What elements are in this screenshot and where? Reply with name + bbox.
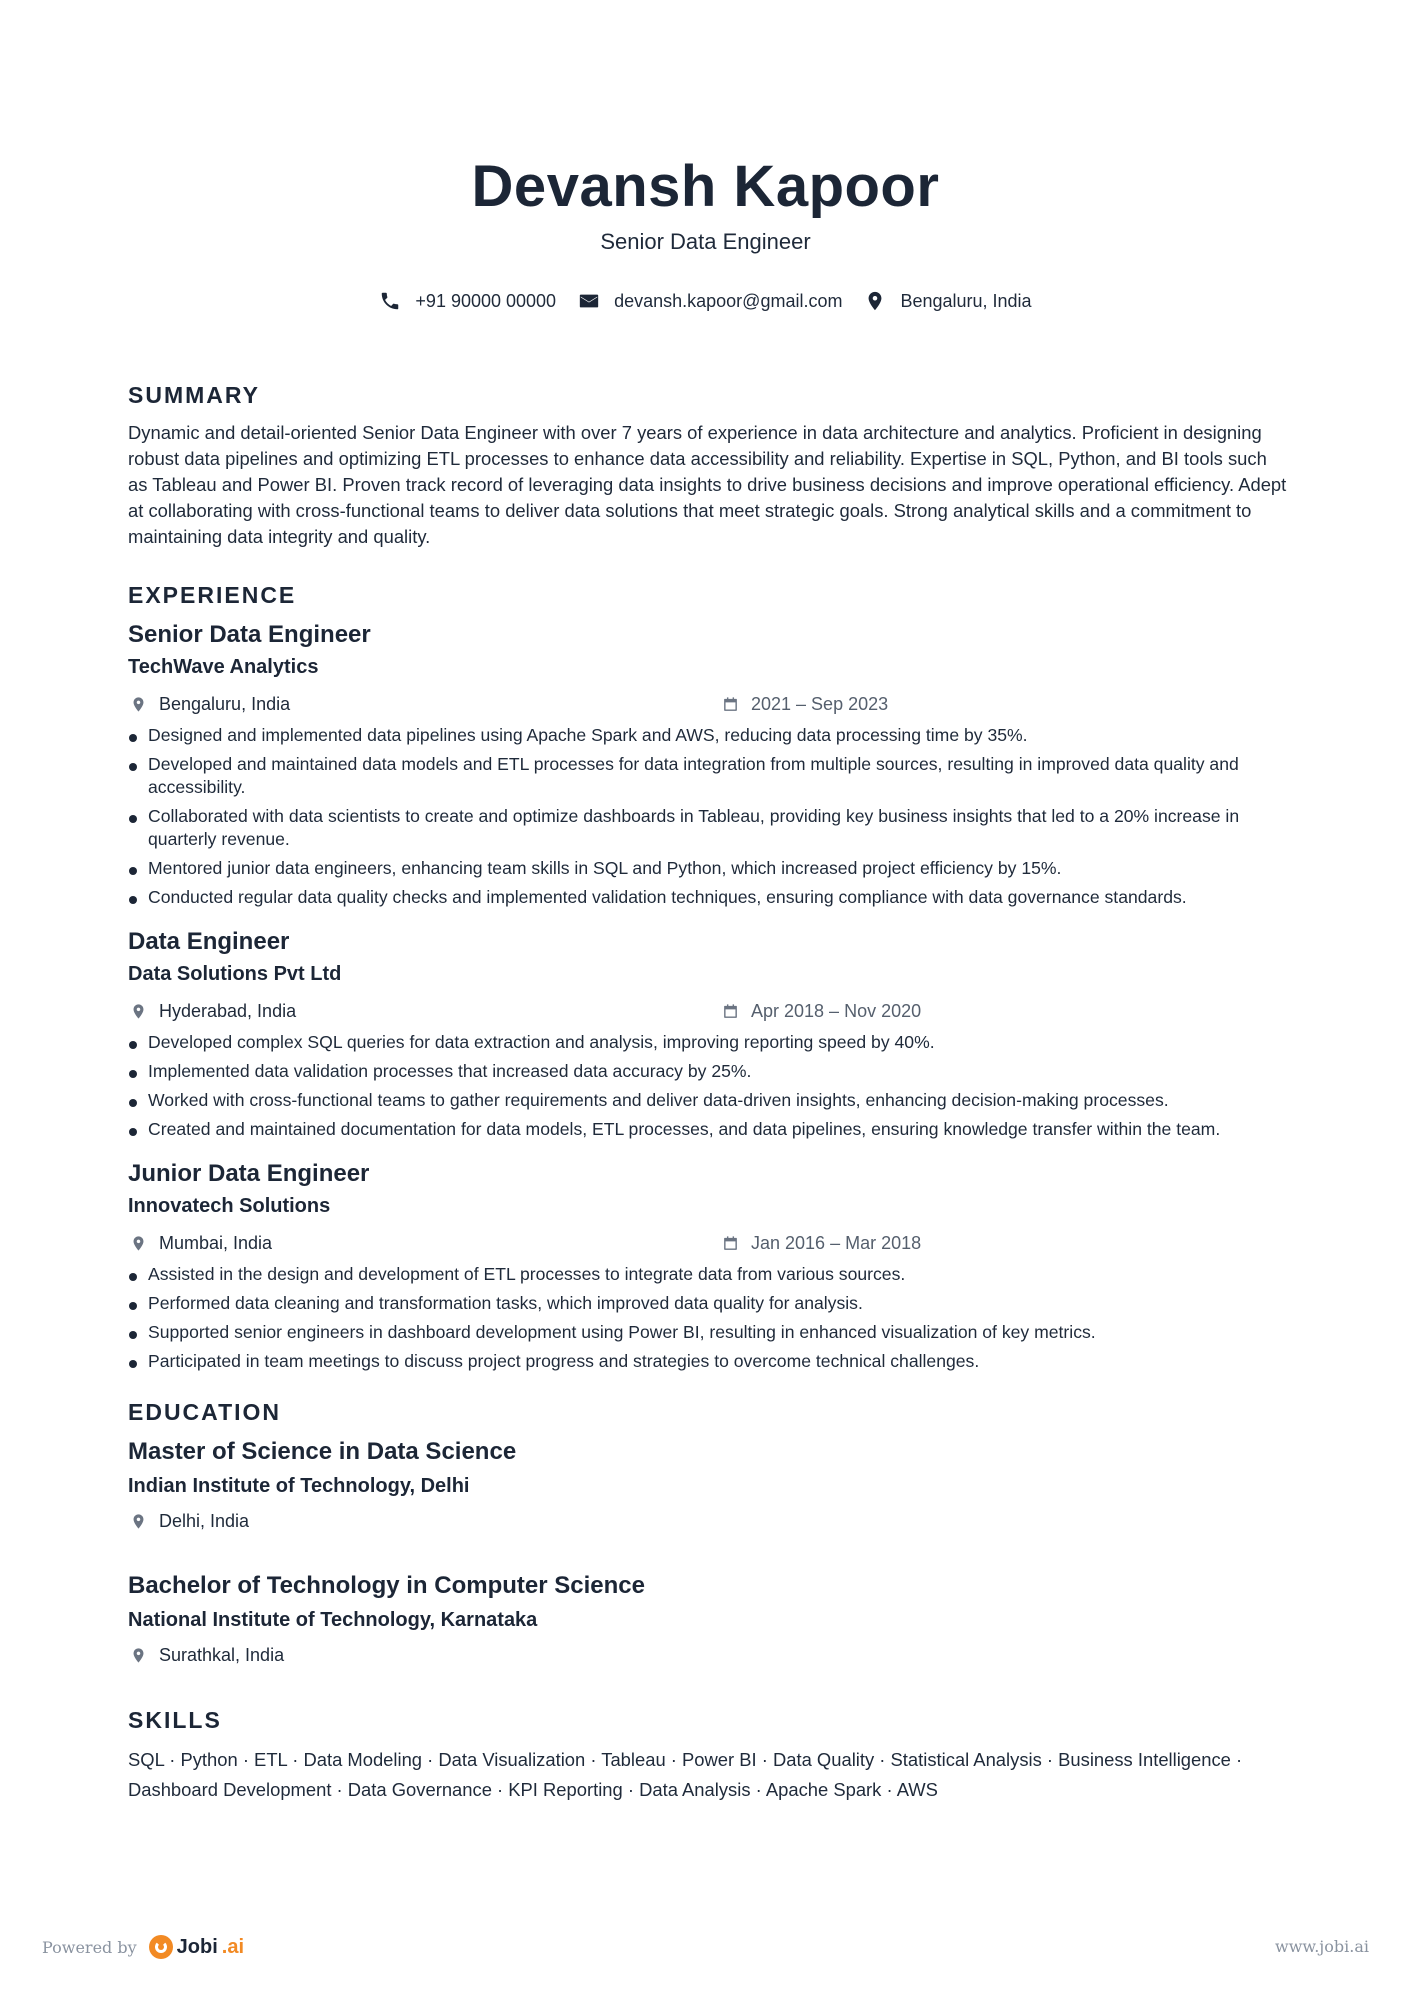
list-item [128, 886, 1288, 909]
bullet-dot [129, 1070, 137, 1078]
email-text[interactable]: devansh.kapoor@gmail.com [614, 290, 843, 311]
summary-heading: SUMMARY [128, 382, 260, 408]
education-entry [128, 1571, 1288, 1671]
bullet-text: Designed and implemented data pipelines using Apache Spark and AWS, reducing data processing time by 35%. [148, 725, 1028, 745]
list-item [128, 1263, 1288, 1286]
education-location-text: Surathkal, India [159, 1645, 285, 1665]
jobi-logo-icon [149, 1935, 173, 1959]
bullet-text: Developed and maintained data models and ETL processes for data integration from multiple sources, resulting in improved data quality and accessibility. [148, 754, 1239, 797]
contact-location [864, 290, 1031, 312]
job-bullets [128, 1031, 1288, 1141]
job-meta [128, 997, 1288, 1027]
job-title: Data Engineer [128, 928, 290, 955]
logo-main-text: Jobi [176, 1935, 218, 1958]
summary-section [128, 380, 1288, 550]
list-item [128, 857, 1288, 880]
list-item [128, 753, 1288, 799]
skills-text: SQL · Python · ETL · Data Modeling · Data Visualization · Tableau · Power BI · Data Quality · Statistical Analysis · Business Intelligence · Dashboard Development · Data Governance · KPI Reporting · Data Analysis · Apache Spark · AWS [128, 1749, 1243, 1800]
location-pin-icon [130, 1235, 147, 1252]
education-degree: Bachelor of Technology in Computer Science [128, 1572, 645, 1599]
bullet-text: Conducted regular data quality checks and implemented validation techniques, ensuring compliance with data governance standards. [148, 887, 1187, 907]
calendar-icon [722, 1235, 739, 1252]
location-pin-icon [864, 290, 886, 312]
experience-heading: EXPERIENCE [128, 582, 297, 608]
job-entry [128, 620, 1288, 909]
contact-email[interactable] [578, 290, 842, 312]
education-meta [128, 1507, 1288, 1537]
bullet-dot [129, 1360, 137, 1368]
job-location-text: Bengaluru, India [159, 694, 291, 714]
bullet-text: Mentored junior data engineers, enhancing team skills in SQL and Python, which increased project efficiency by 15%. [148, 858, 1062, 878]
calendar-icon [722, 1003, 739, 1020]
education-entry [128, 1437, 1288, 1537]
phone-text: +91 90000 00000 [415, 290, 557, 311]
job-location [130, 694, 290, 715]
list-item [128, 1089, 1288, 1112]
bullet-dot [129, 867, 137, 875]
job-location-text: Mumbai, India [159, 1233, 273, 1253]
bullet-text: Performed data cleaning and transformation tasks, which improved data quality for analysis. [148, 1293, 863, 1313]
contact-row [0, 290, 1411, 312]
skills-heading: SKILLS [128, 1707, 222, 1733]
job-dates [722, 694, 888, 715]
job-location-text: Hyderabad, India [159, 1001, 297, 1021]
footer-website[interactable]: www.jobi.ai [1275, 1937, 1369, 1956]
location-pin-icon [130, 1003, 147, 1020]
education-location-text: Delhi, India [159, 1511, 250, 1531]
job-dates-text: 2021 – Sep 2023 [751, 694, 889, 714]
education-degree: Master of Science in Data Science [128, 1438, 517, 1465]
email-icon [578, 290, 600, 312]
bullet-dot [129, 734, 137, 742]
bullet-text: Supported senior engineers in dashboard development using Power BI, resulting in enhanced visualization of key metrics. [148, 1322, 1096, 1342]
job-dates-text: Apr 2018 – Nov 2020 [751, 1001, 922, 1021]
phone-icon [379, 290, 401, 312]
list-item [128, 805, 1288, 851]
education-location [130, 1511, 249, 1532]
job-company: Data Solutions Pvt Ltd [128, 963, 342, 985]
bullet-dot [129, 1041, 137, 1049]
location-text: Bengaluru, India [900, 290, 1032, 311]
education-school: National Institute of Technology, Karnataka [128, 1609, 538, 1631]
location-pin-icon [130, 696, 147, 713]
bullet-text: Collaborated with data scientists to create and optimize dashboards in Tableau, providing key business insights that led to a 20% increase in quarterly revenue. [148, 806, 1240, 849]
list-item [128, 1321, 1288, 1344]
candidate-title: Senior Data Engineer [600, 229, 811, 254]
bullet-text: Assisted in the design and development of ETL processes to integrate data from various sources. [148, 1264, 906, 1284]
location-pin-icon [130, 1513, 147, 1530]
education-meta [128, 1641, 1288, 1671]
experience-section [128, 580, 1288, 1373]
bullet-text: Created and maintained documentation for data models, ETL processes, and data pipelines, ensuring knowledge transfer within the team. [148, 1119, 1221, 1139]
location-pin-icon [130, 1647, 147, 1664]
job-entry [128, 927, 1288, 1141]
resume-header [0, 152, 1411, 312]
bullet-dot [129, 896, 137, 904]
education-heading: EDUCATION [128, 1399, 282, 1425]
list-item [128, 1350, 1288, 1373]
bullet-dot [129, 1331, 137, 1339]
job-dates [722, 1001, 921, 1022]
summary-text: Dynamic and detail-oriented Senior Data Engineer with over 7 years of experience in data architecture and analytics. Proficient in designing robust data pipelines and optimizing ETL processes to enhance data accessibility and reliability. Expertise in SQL, Python, and BI tools such as Tableau and Power BI. Proven track record of leveraging data insights to drive business decisions and improve operational efficiency. Adept at collaborating with cross-functional teams to deliver data solutions that meet strategic goals. Strong analytical skills and a commitment to maintaining data integrity and quality. [128, 422, 1287, 547]
bullet-dot [129, 815, 137, 823]
bullet-text: Developed complex SQL queries for data extraction and analysis, improving reporting speed by 40%. [148, 1032, 935, 1052]
job-company: Innovatech Solutions [128, 1195, 331, 1217]
list-item [128, 1118, 1288, 1141]
bullet-dot [129, 1128, 137, 1136]
contact-phone [379, 290, 556, 312]
bullet-text: Implemented data validation processes that increased data accuracy by 25%. [148, 1061, 752, 1081]
logo-suffix-text: .ai [221, 1935, 245, 1958]
list-item [128, 1292, 1288, 1315]
jobi-logo[interactable] [149, 1935, 244, 1959]
job-meta [128, 1229, 1288, 1259]
footer-powered-by [42, 1935, 244, 1959]
resume-content [128, 380, 1288, 1835]
list-item [128, 724, 1288, 747]
job-dates [722, 1233, 921, 1254]
job-company: TechWave Analytics [128, 656, 319, 678]
job-location [130, 1001, 296, 1022]
bullet-dot [129, 1302, 137, 1310]
job-location [130, 1233, 272, 1254]
skills-section [128, 1705, 1288, 1805]
job-dates-text: Jan 2016 – Mar 2018 [751, 1233, 922, 1253]
education-school: Indian Institute of Technology, Delhi [128, 1475, 470, 1497]
job-entry [128, 1159, 1288, 1373]
candidate-name: Devansh Kapoor [471, 154, 940, 219]
bullet-dot [129, 1099, 137, 1107]
bullet-dot [129, 1273, 137, 1281]
powered-by-text: Powered by [42, 1937, 137, 1957]
list-item [128, 1031, 1288, 1054]
calendar-icon [722, 696, 739, 713]
job-title: Junior Data Engineer [128, 1160, 370, 1187]
job-bullets [128, 724, 1288, 909]
education-section [128, 1397, 1288, 1671]
bullet-text: Worked with cross-functional teams to gather requirements and deliver data-driven insights, enhancing decision-making processes. [148, 1090, 1169, 1110]
job-meta [128, 690, 1288, 720]
job-title: Senior Data Engineer [128, 621, 371, 648]
education-location [130, 1645, 284, 1666]
bullet-dot [129, 763, 137, 771]
job-bullets [128, 1263, 1288, 1373]
bullet-text: Participated in team meetings to discuss project progress and strategies to overcome technical challenges. [148, 1351, 980, 1371]
list-item [128, 1060, 1288, 1083]
